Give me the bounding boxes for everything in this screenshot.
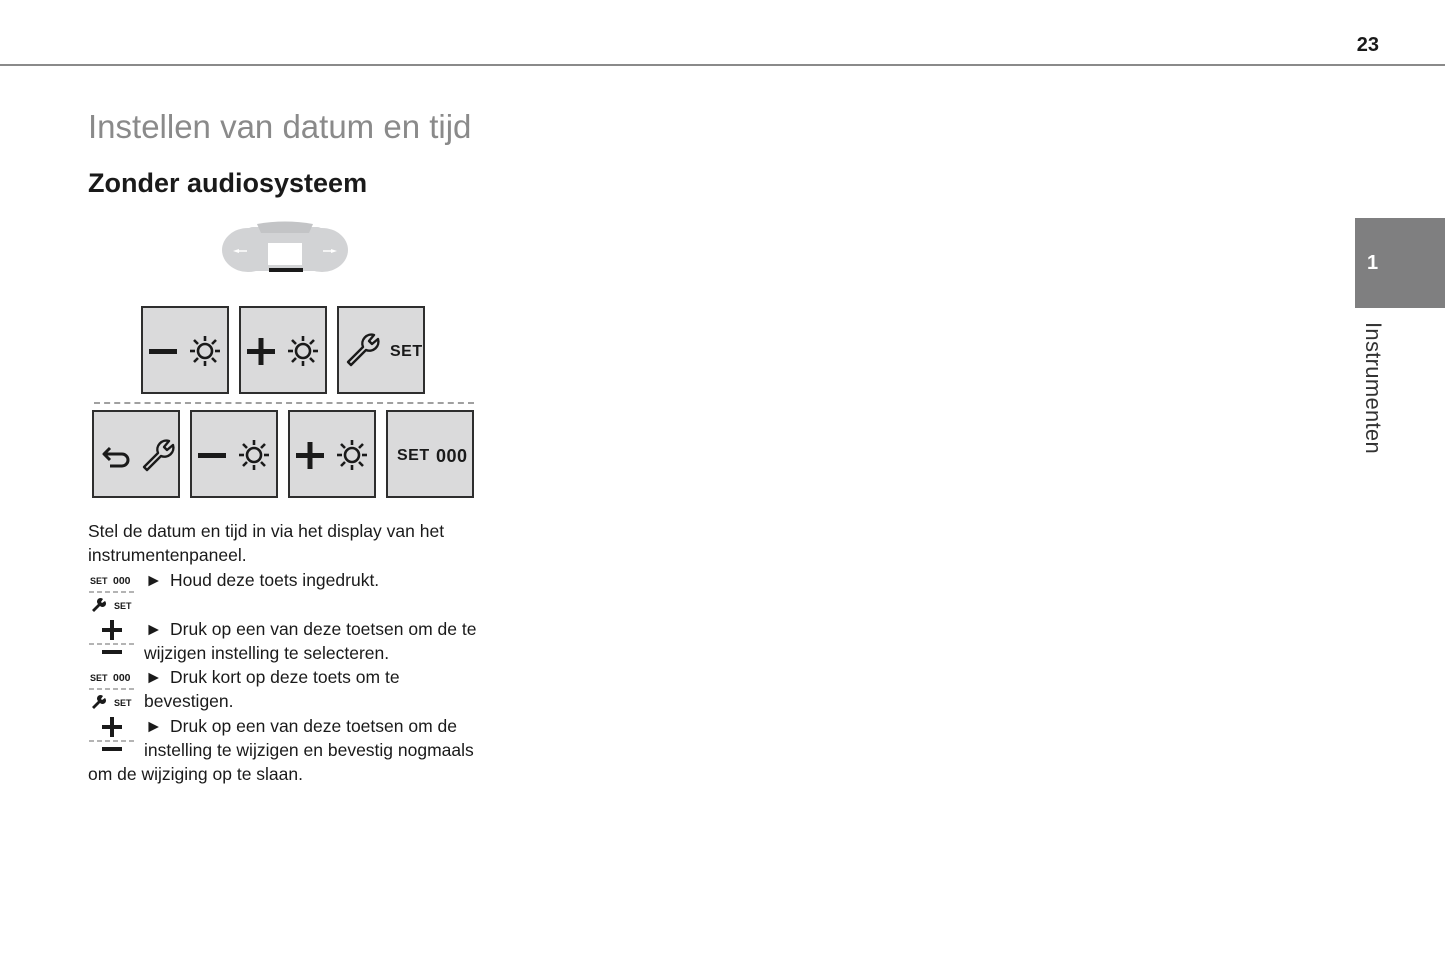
step-4-text-line-2: instelling te wijzigen en bevestig nogmaals	[144, 740, 474, 760]
bullet-arrow: ►	[145, 716, 163, 736]
step-3-text-line-1: Druk kort op deze toets om te	[170, 667, 400, 687]
brightness-down-button[interactable]	[141, 306, 229, 394]
chapter-number: 1	[1367, 252, 1379, 274]
wrench-icon	[144, 441, 173, 470]
back-arrow-icon	[104, 448, 128, 466]
minus-icon	[198, 453, 226, 458]
minus-icon	[149, 349, 177, 354]
step-3-text-line-2: bevestigen.	[144, 691, 234, 711]
plus-icon	[247, 338, 275, 365]
bullet-arrow: ►	[145, 667, 163, 687]
step-2-text-line-1: Druk op een van deze toetsen om de te	[170, 619, 477, 639]
page-number: 23	[1356, 34, 1379, 56]
sun-icon	[239, 440, 269, 470]
step-4-text-line-1: Druk op een van deze toetsen om de	[170, 716, 457, 736]
instrument-cluster-icon	[221, 221, 351, 275]
set-000-wrench-set-mini-icon-2	[88, 669, 136, 711]
counter-label: 000	[436, 446, 468, 466]
intro-line-2: instrumentenpaneel.	[88, 545, 247, 565]
svg-text:SET: SET	[90, 673, 108, 683]
header-rule	[0, 64, 1445, 66]
brightness-up-button[interactable]	[239, 306, 327, 394]
sun-icon	[337, 440, 367, 470]
settings-set-button[interactable]	[337, 306, 425, 394]
sun-icon	[190, 336, 220, 366]
set-counter-button[interactable]	[386, 410, 474, 498]
svg-text:000: 000	[113, 672, 131, 684]
svg-text:SET: SET	[90, 576, 108, 586]
chapter-tab[interactable]	[1355, 218, 1445, 308]
back-settings-button[interactable]	[92, 410, 180, 498]
brightness-down-button-2[interactable]	[190, 410, 278, 498]
section-subtitle: Zonder audiosysteem	[88, 168, 368, 198]
step-2-text-line-2: wijzigen instelling te selecteren.	[144, 643, 390, 663]
svg-text:SET: SET	[114, 698, 132, 708]
plus-minus-mini-icon-2	[88, 714, 136, 758]
bullet-arrow: ►	[145, 570, 163, 590]
chapter-name: Instrumenten	[1361, 322, 1386, 455]
intro-line-1: Stel de datum en tijd in via het display van het	[88, 521, 445, 541]
set-label: SET	[390, 343, 423, 360]
dashed-divider	[94, 402, 474, 404]
plus-minus-mini-icon	[88, 617, 136, 661]
bullet-arrow: ►	[145, 619, 163, 639]
wrench-icon	[348, 335, 378, 365]
step-4-text-line-3: om de wijziging op te slaan.	[88, 764, 303, 784]
brightness-up-button-2[interactable]	[288, 410, 376, 498]
section-title: Instellen van datum en tijd	[88, 108, 472, 145]
set-label: SET	[397, 447, 430, 464]
sun-icon	[288, 336, 318, 366]
step-1-text: Houd deze toets ingedrukt.	[170, 570, 380, 590]
plus-icon	[296, 442, 324, 469]
svg-text:000: 000	[113, 575, 131, 587]
svg-text:SET: SET	[114, 601, 132, 611]
set-000-wrench-set-mini-icon	[88, 572, 136, 614]
